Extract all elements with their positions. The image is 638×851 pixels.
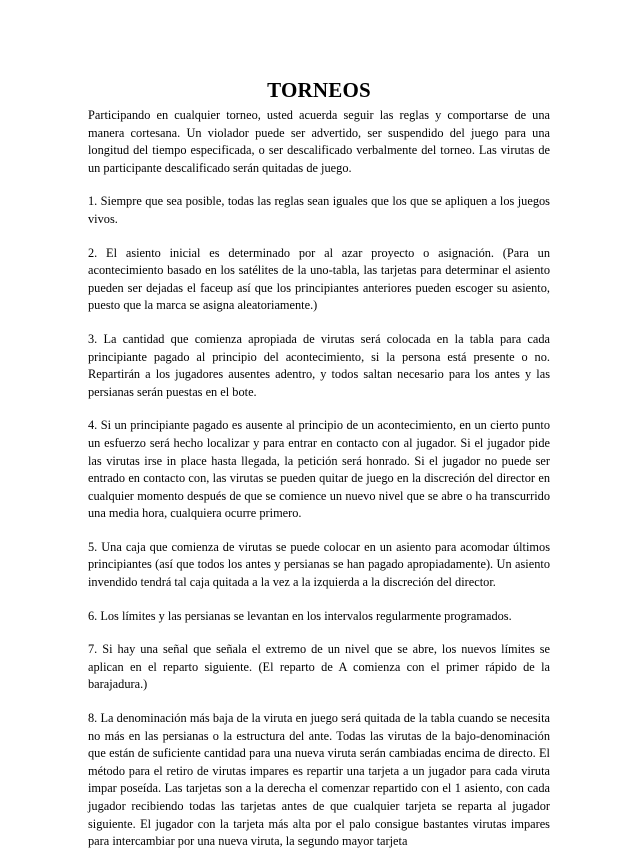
document-title: TORNEOS — [267, 78, 371, 102]
paragraph-rule-8: 8. La denominación más baja de la viruta en juego será quitada de la tabla cuando se necesita no más en las persianas o la estructura del ante. Todas las virutas de la bajo-denominación que están de suficiente cantidad para una nueva viruta serán cambiadas encima de directo. El método para el retiro de virutas impares es repartir una tarjeta a un jugador para cada viruta impar poseída. Las tarjetas son a la derecha el comenzar repartido con el 1 asiento, con cada jugador recibiendo todas las tarjetas antes de que cualquier tarjeta se reparta al jugador siguiente. El jugador con la tarjeta más alta por el palo consigue bastantes virutas impares para intercambiar por una nueva viruta, la segundo mayor tarjeta — [88, 711, 550, 849]
paragraph-rule-3: 3. La cantidad que comienza apropiada de virutas será colocada en la tabla para cada principiante pagado al principio del acontecimiento, si la persona está presente o no. Repartirán a los jugadores ausentes adentro, y todos saltan necesario para los antes y las persianas serán puestas en el bote. — [88, 331, 550, 399]
document-page — [88, 78, 550, 851]
paragraph-intro: Participando en cualquier torneo, usted acuerda seguir las reglas y comportarse de una manera cortesana. Un violador puede ser advertido, ser suspendido del juego para una longitud del tiempo especificada, o ser descalificado verbalmente del torneo. Las virutas de un participante descalificado serán quitadas de juego. — [88, 108, 550, 175]
paragraph-rule-5: 5. Una caja que comienza de virutas se puede colocar en un asiento para acomodar últimos principiantes (así que todos los antes y persianas se han pagado apropiadamente). Un asiento invendido tendrá tal caja quitada a la vez a la izquierda a la discreción del director. — [88, 539, 550, 590]
paragraph-rule-2: 2. El asiento inicial es determinado por al azar proyecto o asignación. (Para un acontecimiento basado en los satélites de la uno-tabla, las tarjetas para determinar el asiento pueden ser dejadas el faceup así que los principiantes anteriores pueden escoger su asiento, puesto que la marca se asigna aleatoriamente.) — [88, 245, 550, 313]
paragraph-rule-1: 1. Siempre que sea posible, todas las reglas sean iguales que los que se apliquen a los juegos vivos. — [88, 194, 550, 226]
paragraph-rule-6: 6. Los límites y las persianas se levantan en los intervalos regularmente programados. — [88, 608, 512, 623]
paragraph-rule-7: 7. Si hay una señal que señala el extremo de un nivel que se abre, los nuevos límites se aplican en el reparto siguiente. (El reparto de A comienza con el primer rápido de la barajadura.) — [88, 642, 550, 692]
paragraph-rule-4: 4. Si un principiante pagado es ausente al principio de un acontecimiento, en un cierto punto un esfuerzo será hecho localizar y para entrar en contacto con al jugador. Si el jugador pide las virutas irse in place hasta llegada, la petición será honrado. Si el jugador no puede ser entrado en contacto con, las virutas se pueden quitar de juego en la discreción del director en cualquier momento después de que se comience un nuevo nivel que se abre o ha transcurrido una media hora, cualquiera ocurre primero. — [88, 418, 550, 521]
